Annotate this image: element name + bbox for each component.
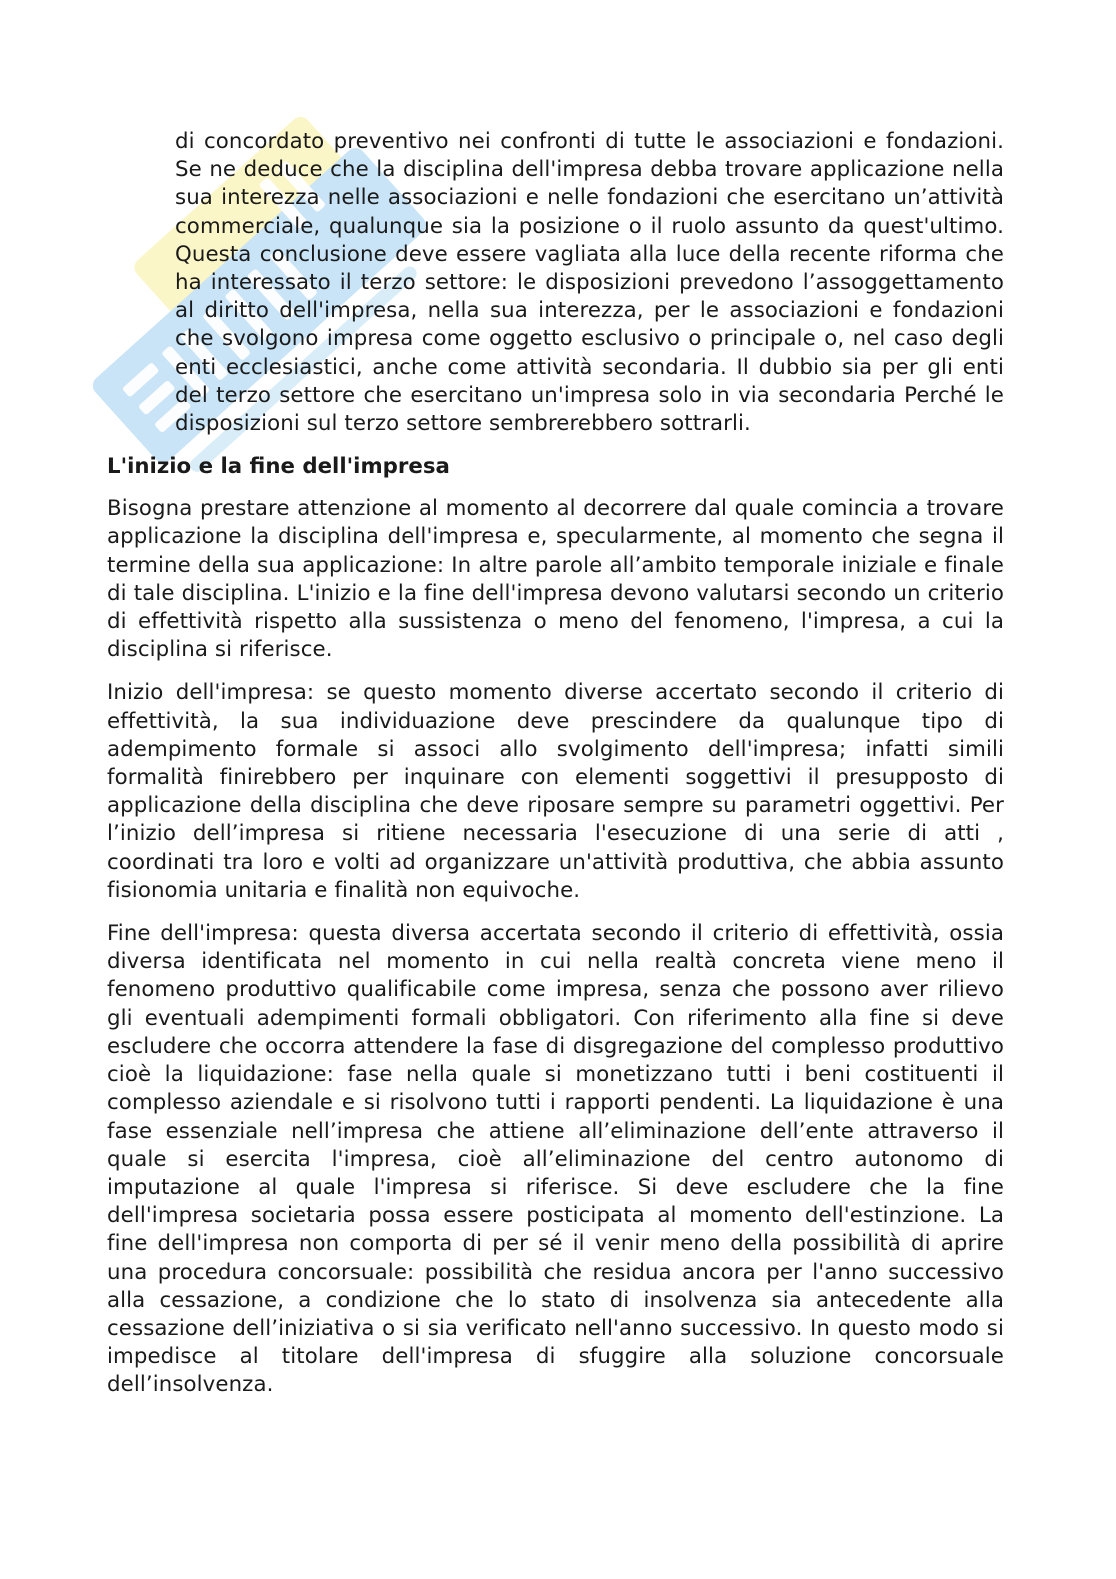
intro-paragraph: di concordato preventivo nei confronti di tutte le associazioni e fondazioni. Se ne deduce che la disciplina dell'impresa debba trovare applicazione nella sua interezza nelle associazioni e nelle fondazioni che esercitano un’attività commerciale, qualunque sia la posizione o il ruolo assunto da quest'ultimo. Questa conclusione deve essere vagliata alla luce della recente riforma che ha interessato il terzo settore: le disposizioni prevedono l’assoggettamento al diritto dell'impresa, nella sua interezza, per le associazioni e fondazioni che svolgono impresa come oggetto esclusivo o principale o, nel caso degli enti ecclesiastici, anche come attività secondaria. Il dubbio sia per gli enti del terzo settore che esercitano un'impresa solo in via secondaria Perché le disposizioni sul terzo settore sembrerebbero sottrarli. — [175, 129, 1004, 437]
body-paragraph-1: Bisogna prestare attenzione al momento al decorrere dal quale comincia a trovare applicazione la disciplina dell'impresa e, specularmente, al momento che segna il termine della sua applicazione: In altre parole all’ambito temporale iniziale e finale di tale disciplina. L'inizio e la fine dell'impresa devono valutarsi secondo un criterio di effettività rispetto alla sussistenza o meno del fenomeno, l'impresa, a cui la disciplina si riferisce. — [107, 496, 1004, 663]
body-paragraph-2: Inizio dell'impresa: se questo momento diverse accertato secondo il criterio di effettività, la sua individuazione deve prescindere da qualunque tipo di adempimento formale si associ allo svolgimento dell'impresa; infatti simili formalità finirebbero per inquinare con elementi soggettivi il presupposto di applicazione della disciplina che deve riposare sempre su parametri oggettivi. Per l’inizio dell’impresa si ritiene necessaria l'esecuzione di una serie di atti , coordinati tra loro e volti ad organizzare un'attività produttiva, che abbia assunto fisionomia unitaria e finalità non equivoche. — [107, 680, 1004, 903]
body-paragraph-3: Fine dell'impresa: questa diversa accertata secondo il criterio di effettività, ossia diversa identificata nel momento in cui nella realtà concreta viene meno il fenomeno produttivo qualificabile come impresa, senza che possono aver rilievo gli eventuali adempimenti formali obbligatori. Con riferimento alla fine si deve escludere che occorra attendere la fase di disgregazione del complesso produttivo cioè la liquidazione: fase nella quale si monetizzano tutti i beni costituenti il complesso aziendale e si risolvono tutti i rapporti pendenti. La liquidazione è una fase essenziale nell’impresa che attiene all’eliminazione dell’ente attraverso il quale si esercita l'impresa, cioè all’eliminazione del centro autonomo di imputazione al quale l'impresa si riferisce. Si deve escludere che la fine dell'impresa societaria possa essere posticipata al momento dell'estinzione. La fine dell'impresa non comporta di per sé il venir meno della possibilità di aprire una procedura concorsuale: possibilità che residua ancora per l'anno successivo alla cessazione, a condizione che lo stato di insolvenza sia antecedente alla cessazione dell’iniziativa o si sia verificato nell'anno successivo. In questo modo si impedisce al titolare dell'impresa di sfuggire alla soluzione concorsuale dell’insolvenza. — [107, 921, 1004, 1398]
indented-block — [107, 128, 1004, 438]
document-content — [107, 128, 1004, 1415]
section-heading: L'inizio e la fine dell'impresa — [107, 454, 450, 480]
